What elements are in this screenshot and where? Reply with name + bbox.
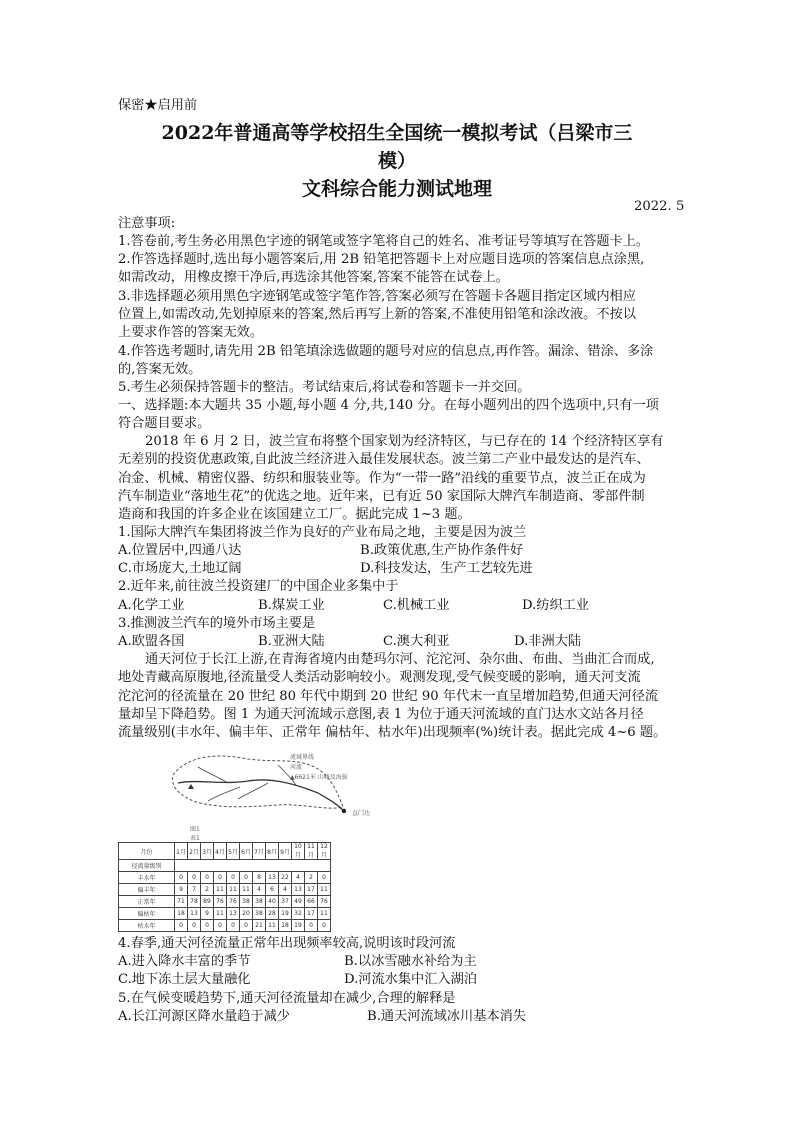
q5-option-b: B.通天河流域冰川基本消失 [367,1009,526,1024]
row-label: 枯水年 [119,920,175,932]
month-header: 11月 [305,843,318,860]
notes-heading: 注意事项: [118,216,176,231]
table-cell: 13 [188,908,201,920]
table-cell: 89 [201,896,214,908]
tributary [238,783,268,799]
month-header: 1月 [175,843,188,860]
q1-option-b: B.政策优惠,生产协作条件好 [360,543,524,558]
section-instruction: 一、选择题:本大题共 35 小题,每小题 4 分,共,140 分。在每小题列出的四个选项中,只有一项 [118,398,659,413]
month-header: 8月 [266,843,279,860]
exam-date: 2022. 5 [634,199,685,214]
passage-line: 通天河位于长江上游,在青海省境内由楚玛尔河、沱沱河、杂尔曲、布曲、当曲汇合而成, [145,652,655,667]
row-label: 正常年 [119,896,175,908]
table-caption: 表1 [190,835,200,842]
month-header: 10月 [292,843,305,860]
question-2-stem: 2.近年来,前往波兰投资建厂的中国企业多集中于 [118,579,399,594]
q5-option-a: A.长江河源区降水量趋于减少 [118,1009,290,1024]
q4-option-a: A.进入降水丰富的季节 [118,954,251,969]
row-label: 偏丰年 [119,884,175,896]
table-cell: 11 [318,884,331,896]
table-cell: 2 [201,884,214,896]
note-line: 的,答案无效。 [118,362,202,377]
figure-caption: 图1 [190,826,200,833]
table-cell: 4 [279,884,292,896]
table-cell: 11 [266,920,279,932]
table-cell: 9 [201,908,214,920]
table-cell: 66 [305,896,318,908]
table-cell: 32 [292,908,305,920]
table-cell: 11 [214,908,227,920]
q1-option-c: C.市场庞大,土地辽阔 [118,561,242,576]
passage-line: 地处青藏高原腹地,径流量受人类活动影响较小。观测发现,受气候变暖的影响，通天河支流 [118,670,641,685]
confidential-label: 保密★启用前 [118,98,198,113]
table-row [119,920,331,932]
month-header: 3月 [201,843,214,860]
table-header-row [119,843,331,860]
table-corner-cell [119,843,175,860]
table-cell: 6 [266,884,279,896]
table-cell: 0 [227,872,240,884]
row-label: 丰水年 [119,872,175,884]
table-cell: 0 [318,872,331,884]
note-line: 2.作答选择题时,选出每小题答案后,用 2B 铅笔把答题卡上对应题目选项的答案信息点涂黑, [118,252,645,267]
station-marker [342,809,346,813]
map-legend-river: 河流 [290,764,303,771]
month-header: 4月 [214,843,227,860]
peak-marker [188,784,194,789]
table-cell: 38 [240,896,253,908]
passage-line: 造商和我国的许多企业在该国建立工厂。据此完成 1~3 题。 [118,507,471,522]
corner-month-label: 月份 [140,848,153,856]
passage-line: 2018 年 6 月 2 日，波兰宣布将整个国家划为经济特区，与已存在的 14 个经济特区享有 [145,434,664,449]
table-cell: 17 [305,908,318,920]
passage-line: 沱沱河的径流量在 20 世纪 80 年代中期到 20 世纪 90 年代末一直呈增加趋势,但通天河径流 [118,689,659,704]
passage-line: 量却呈下降趋势。图 1 为通天河流域示意图,表 1 为位于通天河流域的直门达水文站各月径 [118,707,644,722]
table-cell: 7 [188,884,201,896]
q3-option-d: D.非洲大陆 [514,634,582,649]
question-5-stem: 5.在气候变暖趋势下,通天河径流量却在减少,合理的解释是 [118,991,456,1006]
table-cell: 18 [175,908,188,920]
table-cell: 2 [305,872,318,884]
q4-option-c: C.地下冻土层大量融化 [118,972,251,987]
table-cell: 49 [292,896,305,908]
corner-level-label: 径流量级别 [119,860,175,872]
q1-option-d: D.科技发达，生产工艺较先进 [360,561,533,576]
month-header: 6月 [240,843,253,860]
passage-line: 无差别的投资优惠政策,自此波兰经济进入最佳发展状态。波兰第二产业中最发达的是汽车、 [118,452,650,467]
table-cell: 19 [292,920,305,932]
table-cell: 0 [188,872,201,884]
table-cell: 0 [227,920,240,932]
q4-option-b: B.以冰雪融水补给为主 [344,954,477,969]
table-row [119,908,331,920]
table-cell: 13 [292,884,305,896]
runoff-frequency-table [118,842,331,932]
exam-title-line2: 模） [377,150,416,172]
table-cell: 20 [240,908,253,920]
table-cell: 0 [201,920,214,932]
map-legend-peak: ▲6621米 山峰及海拔 [290,774,348,781]
passage-line: 流量级别(丰水年、偏丰年、正常年 偏枯年、枯水年)出现频率(%)统计表。据此完成 4~6 题。 [118,725,667,740]
table-cell: 38 [253,896,266,908]
table-cell: 28 [266,908,279,920]
table-cell: 0 [305,920,318,932]
table-cell: 11 [214,884,227,896]
river-basin-map [168,745,371,825]
month-header: 2月 [188,843,201,860]
passage-line: 汽车制造业“落地生花”的优选之地。近年来，已有近 50 家国际大牌汽车制造商、零部件制 [118,489,645,504]
table-cell: 71 [175,896,188,908]
station-label: 直门达 [352,810,371,817]
q3-option-c: C.澳大利亚 [383,634,450,649]
table-cell: 37 [279,896,292,908]
table-cell: 76 [318,896,331,908]
table-cell: 0 [175,920,188,932]
table-cell: 9 [175,884,188,896]
note-line: 3.非选择题必须用黑色字迹钢笔或签字笔作答,答案必须写在答题卡各题目指定区域内相应 [118,289,636,304]
note-line: 1.答卷前,考生务必用黑色字迹的钢笔或签字笔将自己的姓名、准考证号等填写在答题卡上。 [118,234,650,249]
question-4-stem: 4.春季,通天河径流量正常年出现频率较高,说明该时段河流 [118,936,456,951]
table-cell: 0 [240,920,253,932]
q1-option-a: A.位置居中,四通八达 [118,543,242,558]
table-cell: 4 [292,872,305,884]
table-row [119,884,331,896]
table-cell: 0 [214,872,227,884]
exam-title-line1: 2022年普通高等学校招生全国统一模拟考试（吕梁市三 [161,122,633,144]
note-line: 上要求作答的答案无效。 [118,325,264,340]
exam-subtitle: 文科综合能力测试地理 [301,178,492,200]
month-header: 9月 [279,843,292,860]
table-row [119,896,331,908]
table-cell: 0 [175,872,188,884]
row-label: 偏枯年 [119,908,175,920]
table-row [119,872,331,884]
note-line: 5.考生必须保持答题卡的整洁。考试结束后,将试卷和答题卡一并交回。 [118,380,531,395]
blank-cell [175,860,331,872]
passage-line: 冶金、机械、精密仪器、纺织和服装业等。作为“一带一路”沿线的重要节点，波兰正在成为 [118,471,646,486]
table-cell: 0 [214,920,227,932]
section-instruction: 符合题目要求。 [118,416,211,431]
q4-option-d: D.河流水集中汇入湖泊 [344,972,477,987]
table-cell: 18 [279,920,292,932]
q2-option-d: D.纺织工业 [522,598,590,613]
table-cell: 76 [214,896,227,908]
table-cell: 0 [240,872,253,884]
table-cell: 8 [253,872,266,884]
table-cell: 17 [305,884,318,896]
table-cell: 38 [253,908,266,920]
question-3-stem: 3.推测波兰汽车的境外市场主要是 [118,616,316,631]
note-line: 如需改动，用橡皮擦干净后,再选涂其他答案,答案不能答在试卷上。 [118,270,509,285]
q2-option-a: A.化学工业 [118,598,185,613]
table-cell: 0 [188,920,201,932]
table-cell: 4 [253,884,266,896]
tributary [198,767,228,783]
table-cell: 40 [266,896,279,908]
month-header: 12月 [318,843,331,860]
tributary [208,787,240,801]
q2-option-b: B.煤炭工业 [258,598,325,613]
table-cell: 13 [266,872,279,884]
table-cell: 21 [253,920,266,932]
table-cell: 78 [188,896,201,908]
table-cell: 11 [240,884,253,896]
table-cell: 11 [318,908,331,920]
table-cell: 0 [318,920,331,932]
table-cell: 22 [279,872,292,884]
note-line: 位置上,如需改动,先划掉原来的答案,然后再写上新的答案,不准使用铅笔和涂改液。不按以 [118,307,636,322]
month-header: 7月 [253,843,266,860]
month-header: 5月 [227,843,240,860]
table-cell: 13 [227,908,240,920]
table-cell: 19 [279,908,292,920]
q2-option-c: C.机械工业 [383,598,450,613]
table-cell: 76 [227,896,240,908]
note-line: 4.作答选考题时,请先用 2B 铅笔填涂选做题的题号对应的信息点,再作答。漏涂、错涂、多涂 [118,344,654,359]
table-subheader-row [119,860,331,872]
q3-option-a: A.欧盟各国 [118,634,185,649]
table-cell: 0 [201,872,214,884]
map-legend-boundary: 流域界线 [290,754,315,761]
question-1-stem: 1.国际大牌汽车集团将波兰作为良好的产业布局之地，主要是因为波兰 [118,525,527,540]
q3-option-b: B.亚洲大陆 [258,634,325,649]
table-cell: 11 [227,884,240,896]
